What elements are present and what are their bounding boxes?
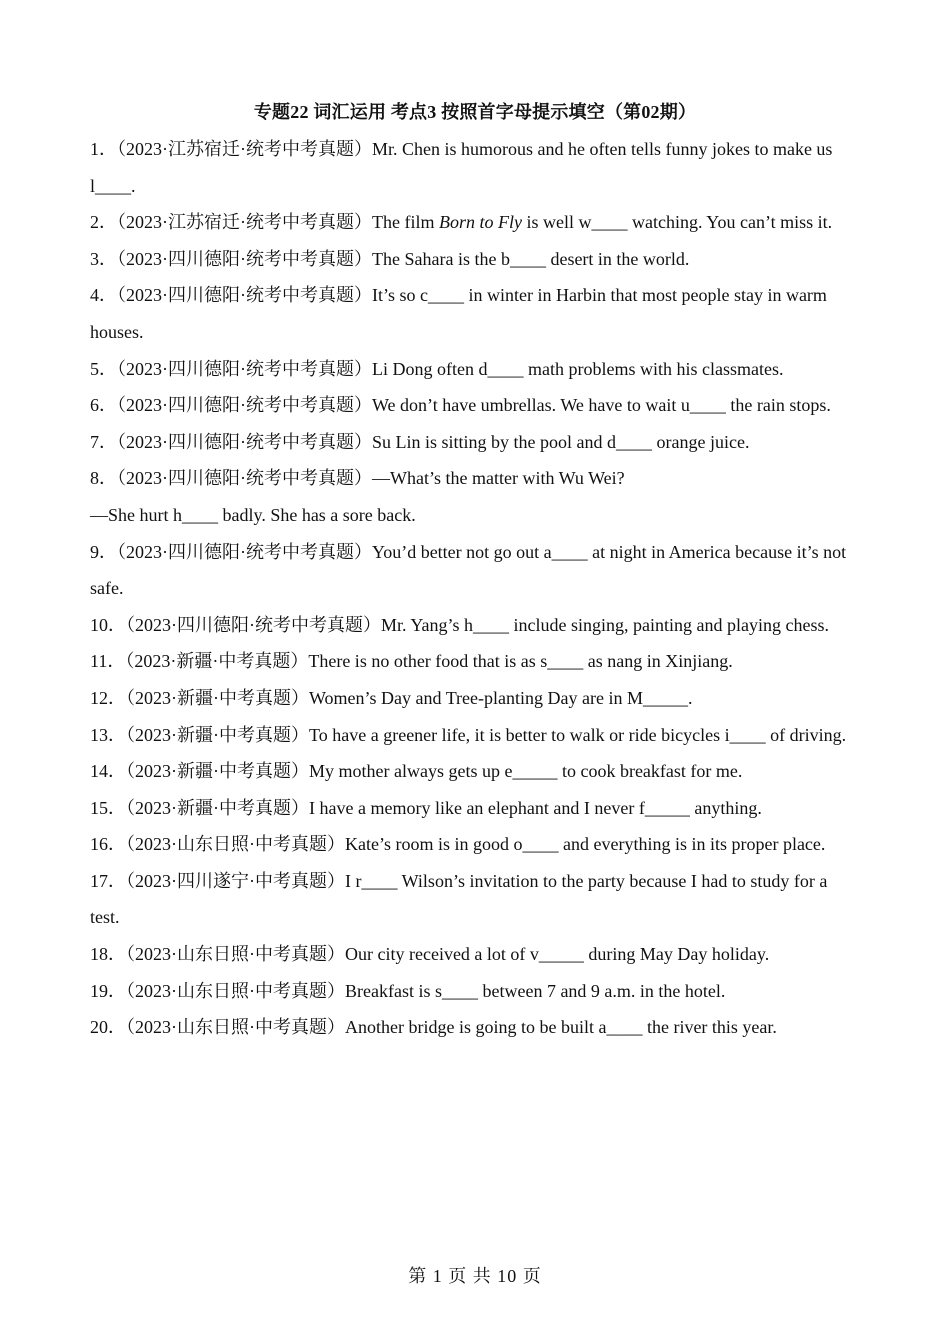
question-item	[90, 277, 852, 350]
question-number: 5．	[90, 358, 117, 379]
question-number: 2．	[90, 212, 117, 233]
question-number: 6．	[90, 395, 117, 416]
question-source: （2023·山东日照·中考真题）	[126, 944, 345, 965]
question-number: 10．	[90, 614, 126, 635]
question-number: 8．	[90, 468, 117, 489]
film-title: Born to Fly	[438, 212, 522, 233]
question-number: 19．	[90, 980, 126, 1001]
question-source: （2023·新疆·中考真题）	[126, 761, 309, 782]
question-source: （2023·新疆·中考真题）	[126, 797, 309, 818]
question-item	[90, 241, 852, 278]
question-item	[90, 460, 852, 533]
question-number: 13．	[90, 724, 126, 745]
question-number: 17．	[90, 870, 126, 891]
question-number: 18．	[90, 944, 126, 965]
question-text: To have a greener life, it is better to walk or ride bicycles i____ of driving.	[309, 724, 847, 745]
question-text: You’d better not go out a____ at night in America because it’s not safe.	[90, 541, 847, 599]
question-text: Kate’s room is in good o____ and everything is in its proper place.	[345, 834, 826, 855]
question-item	[90, 863, 852, 936]
page-footer: 第 1 页 共 10 页	[408, 1266, 542, 1286]
question-number: 20．	[90, 1017, 126, 1038]
question-text: There is no other food that is as s____ as nang in Xinjiang.	[308, 651, 733, 672]
question-text: —What’s the matter with Wu Wei?	[372, 468, 625, 489]
question-item	[90, 936, 852, 973]
question-source: （2023·四川德阳·统考中考真题）	[117, 431, 372, 452]
question-source: （2023·四川德阳·统考中考真题）	[117, 358, 372, 379]
question-item	[90, 790, 852, 827]
question-item	[90, 387, 852, 424]
question-number: 16．	[90, 834, 126, 855]
page-title: 专题22 词汇运用 考点3 按照首字母提示填空（第02期）	[253, 102, 697, 122]
question-source: （2023·四川遂宁·中考真题）	[126, 870, 345, 891]
question-number: 4．	[90, 285, 117, 306]
question-item	[90, 973, 852, 1010]
question-text: It’s so c____ in winter in Harbin that most people stay in warm houses.	[90, 285, 827, 342]
question-text: Mr. Chen is humorous and he often tells funny jokes to make us l____.	[90, 139, 833, 196]
question-item	[90, 607, 852, 644]
question-source: （2023·山东日照·中考真题）	[126, 1017, 345, 1038]
question-item	[90, 717, 852, 754]
question-source: （2023·四川德阳·统考中考真题）	[126, 614, 381, 635]
question-text: My mother always gets up e_____ to cook breakfast for me.	[309, 761, 743, 782]
question-text: Our city received a lot of v_____ during May Day holiday.	[345, 944, 770, 965]
question-item	[90, 424, 852, 461]
question-text: Another bridge is going to be built a____ the river this year.	[345, 1017, 777, 1038]
question-text: Li Dong often d____ math problems with his classmates.	[372, 358, 784, 379]
question-number: 12．	[90, 687, 126, 708]
question-text: The film	[372, 212, 439, 233]
question-item	[90, 643, 852, 680]
question-item	[90, 351, 852, 388]
question-source: （2023·山东日照·中考真题）	[126, 834, 345, 855]
question-item	[90, 680, 852, 717]
question-text: Women’s Day and Tree-planting Day are in M_____.	[309, 687, 693, 708]
question-source: （2023·江苏宿迁·统考中考真题）	[117, 212, 372, 233]
question-source: （2023·新疆·中考真题）	[125, 651, 309, 672]
question-text: Breakfast is s____ between 7 and 9 a.m. in the hotel.	[345, 980, 726, 1001]
question-number: 11．	[90, 651, 126, 672]
question-source: （2023·四川德阳·统考中考真题）	[117, 248, 372, 269]
question-item	[90, 534, 852, 607]
question-source: （2023·四川德阳·统考中考真题）	[117, 285, 372, 306]
question-source: （2023·江苏宿迁·统考中考真题）	[117, 139, 372, 159]
question-text: I r____ Wilson’s invitation to the party because I had to study for a test.	[90, 870, 828, 928]
question-item	[90, 131, 852, 204]
question-source: （2023·新疆·中考真题）	[126, 687, 309, 708]
question-number: 1．	[90, 139, 117, 159]
question-text: The Sahara is the b____ desert in the world.	[372, 248, 690, 269]
question-number: 9．	[90, 541, 117, 562]
question-number: 7．	[90, 431, 117, 452]
question-text-line2: —She hurt h____ badly. She has a sore back.	[90, 504, 416, 525]
question-list	[90, 131, 852, 1046]
question-number: 3．	[90, 248, 117, 269]
question-source: （2023·四川德阳·统考中考真题）	[117, 395, 372, 416]
question-item	[90, 1009, 852, 1046]
question-item	[90, 204, 852, 241]
question-source: （2023·山东日照·中考真题）	[126, 980, 345, 1001]
question-source: （2023·新疆·中考真题）	[126, 724, 309, 745]
question-text: I have a memory like an elephant and I never f_____ anything.	[309, 797, 762, 818]
question-source: （2023·四川德阳·统考中考真题）	[117, 468, 372, 489]
question-item	[90, 826, 852, 863]
question-item	[90, 753, 852, 790]
question-text: We don’t have umbrellas. We have to wait u____ the rain stops.	[372, 395, 831, 416]
question-source: （2023·四川德阳·统考中考真题）	[117, 541, 372, 562]
question-number: 14．	[90, 761, 126, 782]
question-text-continued: is well w____ watching. You can’t miss it.	[521, 212, 833, 233]
question-text: Su Lin is sitting by the pool and d____ orange juice.	[372, 431, 750, 452]
question-text: Mr. Yang’s h____ include singing, painting and playing chess.	[381, 614, 829, 635]
question-number: 15．	[90, 797, 126, 818]
